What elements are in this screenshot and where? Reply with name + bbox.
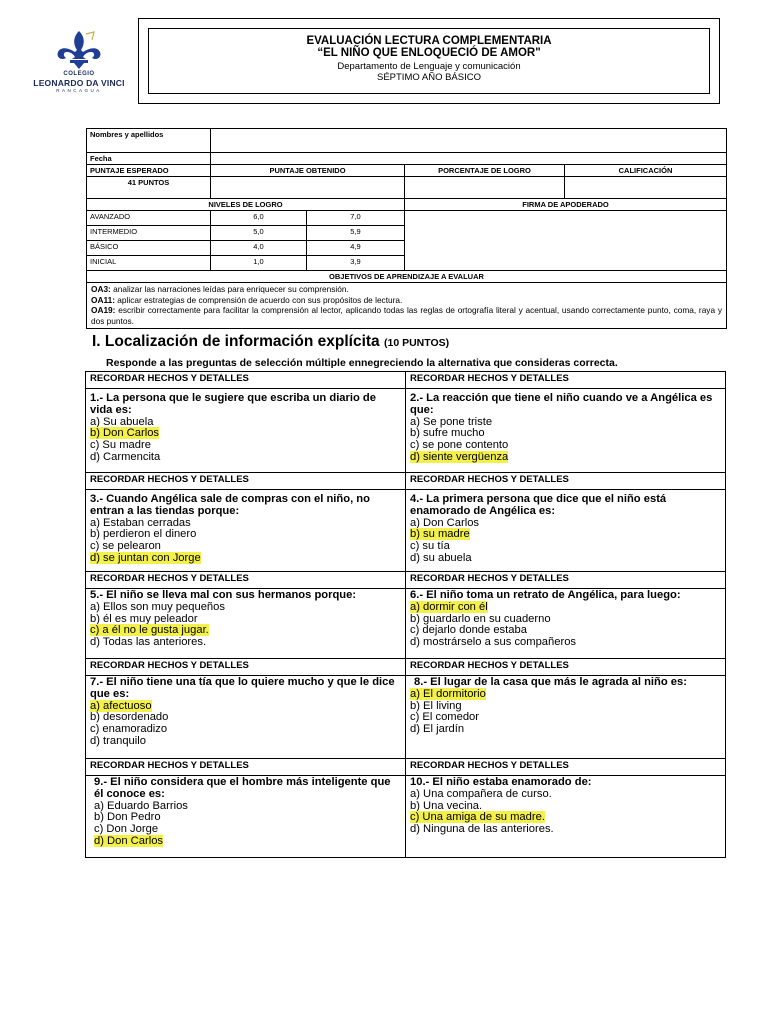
objective-code: OA19: bbox=[91, 305, 116, 315]
question-cell bbox=[406, 776, 726, 858]
option[interactable]: c) enamoradizo bbox=[90, 723, 168, 736]
question-text: 10.- El niño estaba enamorado de: bbox=[410, 776, 592, 788]
section-title bbox=[92, 333, 449, 351]
option[interactable]: c) Su madre bbox=[90, 439, 151, 452]
level-name: INTERMEDIO bbox=[87, 226, 211, 241]
date-label: Fecha bbox=[87, 153, 211, 165]
objective-item bbox=[91, 305, 722, 326]
signature-label: FIRMA DE APODERADO bbox=[405, 199, 727, 211]
question-cell bbox=[86, 389, 406, 473]
section-title-text: I. Localización de información explícita bbox=[92, 333, 380, 350]
question-cell bbox=[86, 776, 406, 858]
section-points: (10 PUNTOS) bbox=[384, 337, 450, 349]
level-max: 4,9 bbox=[307, 241, 405, 256]
objective-code: OA11: bbox=[91, 294, 115, 305]
option-selected[interactable]: c) Una amiga de su madre. bbox=[410, 811, 545, 824]
question-category: RECORDAR HECHOS Y DETALLES bbox=[406, 372, 726, 389]
option-selected[interactable]: d) Don Carlos bbox=[94, 834, 164, 847]
question-cell bbox=[86, 676, 406, 759]
objectives-list bbox=[87, 283, 727, 329]
option[interactable]: d) su abuela bbox=[410, 551, 472, 564]
objective-code: OA3: bbox=[91, 284, 111, 294]
school-logo bbox=[24, 30, 134, 96]
question-category: RECORDAR HECHOS Y DETALLES bbox=[86, 572, 406, 589]
option-selected[interactable]: b) Don Carlos bbox=[90, 427, 160, 440]
question-cell bbox=[406, 589, 726, 659]
option[interactable]: d) tranquilo bbox=[90, 734, 146, 747]
department: Departamento de Lenguaje y comunicación bbox=[337, 61, 521, 72]
level-name: INICIAL bbox=[87, 256, 211, 271]
option[interactable]: d) El jardín bbox=[410, 723, 465, 736]
question-category: RECORDAR HECHOS Y DETALLES bbox=[406, 572, 726, 589]
level-name: BÁSICO bbox=[87, 241, 211, 256]
level-name: AVANZADO bbox=[87, 211, 211, 226]
objective-item bbox=[91, 295, 722, 306]
option[interactable]: a) Don Carlos bbox=[410, 516, 480, 529]
option[interactable]: b) El living bbox=[410, 699, 462, 712]
question-category: RECORDAR HECHOS Y DETALLES bbox=[86, 759, 406, 776]
exam-title: EVALUACIÓN LECTURA COMPLEMENTARIA bbox=[306, 35, 552, 47]
option-selected[interactable]: a) El dormitorio bbox=[410, 687, 486, 700]
signature-field[interactable] bbox=[405, 211, 727, 271]
option[interactable]: a) Estaban cerradas bbox=[90, 516, 191, 529]
grade-level: SÉPTIMO AÑO BÁSICO bbox=[377, 72, 481, 83]
option[interactable]: b) desordenado bbox=[90, 711, 169, 724]
option[interactable]: c) Don Jorge bbox=[94, 823, 159, 836]
questions-table bbox=[85, 371, 726, 858]
level-min: 6,0 bbox=[211, 211, 307, 226]
grade-label: CALIFICACIÓN bbox=[565, 165, 727, 177]
level-max: 5,9 bbox=[307, 226, 405, 241]
names-field[interactable] bbox=[211, 129, 727, 153]
option[interactable]: b) perdieron el dinero bbox=[90, 528, 197, 541]
option[interactable]: a) Su abuela bbox=[90, 415, 154, 428]
option[interactable]: a) Ellos son muy pequeños bbox=[90, 600, 225, 613]
names-label: Nombres y apellidos bbox=[87, 129, 211, 153]
question-cell bbox=[406, 676, 726, 759]
objective-text: escribir correctamente para facilitar la comprensión al lector, aplicando todas las reglas de ortografía literal y acentual, usando correctamente punto, coma, raya y dos puntos. bbox=[91, 305, 722, 326]
option[interactable]: c) dejarlo donde estaba bbox=[410, 624, 527, 637]
objectives-label: OBJETIVOS DE APRENDIZAJE A EVALUAR bbox=[87, 271, 727, 283]
section-instruction: Responde a las preguntas de selección múltiple ennegreciendo la alternativa que consideras correcta. bbox=[106, 357, 618, 369]
logo-line-2: LEONARDO DA VINCI bbox=[33, 78, 125, 88]
question-category: RECORDAR HECHOS Y DETALLES bbox=[86, 372, 406, 389]
fleur-de-lis-icon bbox=[54, 30, 104, 70]
question-text: 5.- El niño se lleva mal con sus hermanos porque: bbox=[90, 589, 357, 601]
logo-line-3: RANCAGUA bbox=[56, 88, 102, 93]
obtained-score-label: PUNTAJE OBTENIDO bbox=[211, 165, 405, 177]
levels-label: NIVELES DE LOGRO bbox=[87, 199, 405, 211]
question-category: RECORDAR HECHOS Y DETALLES bbox=[86, 659, 406, 676]
expected-score-label: PUNTAJE ESPERADO bbox=[87, 165, 211, 177]
option[interactable]: a) Una compañera de curso. bbox=[410, 787, 552, 800]
option[interactable]: b) él es muy peleador bbox=[90, 612, 198, 625]
option[interactable]: d) Todas las anteriores. bbox=[90, 636, 207, 649]
option[interactable]: b) sufre mucho bbox=[410, 427, 485, 440]
option[interactable]: a) Se pone triste bbox=[410, 415, 493, 428]
question-cell bbox=[86, 589, 406, 659]
question-cell bbox=[406, 389, 726, 473]
exam-header-inner bbox=[148, 28, 710, 94]
option-selected[interactable]: a) dormir con él bbox=[410, 600, 488, 613]
date-field[interactable] bbox=[211, 153, 727, 165]
option[interactable]: d) Ninguna de las anteriores. bbox=[410, 823, 554, 836]
question-text: 1.- La persona que le sugiere que escriba un diario de vida es: bbox=[90, 392, 376, 416]
question-category: RECORDAR HECHOS Y DETALLES bbox=[406, 659, 726, 676]
expected-score-value: 41 PUNTOS bbox=[87, 177, 211, 199]
obtained-score-field[interactable] bbox=[211, 177, 405, 199]
option[interactable]: d) mostrárselo a sus compañeros bbox=[410, 636, 577, 649]
level-min: 4,0 bbox=[211, 241, 307, 256]
exam-subtitle: “EL NIÑO QUE ENLOQUECIÓ DE AMOR" bbox=[317, 47, 541, 59]
question-category: RECORDAR HECHOS Y DETALLES bbox=[406, 473, 726, 490]
level-min: 5,0 bbox=[211, 226, 307, 241]
question-category: RECORDAR HECHOS Y DETALLES bbox=[406, 759, 726, 776]
question-category: RECORDAR HECHOS Y DETALLES bbox=[86, 473, 406, 490]
option[interactable]: c) El comedor bbox=[410, 711, 480, 724]
logo-line-1: COLEGIO bbox=[63, 71, 95, 77]
objective-text: aplicar estrategias de comprensión de acuerdo con sus propósitos de lectura. bbox=[114, 294, 403, 305]
question-cell bbox=[406, 490, 726, 572]
option-selected[interactable]: c) a él no le gusta jugar. bbox=[90, 624, 209, 637]
option[interactable]: d) Carmencita bbox=[90, 450, 161, 463]
option[interactable]: b) Don Pedro bbox=[94, 811, 161, 824]
option[interactable]: b) guardarlo en su cuaderno bbox=[410, 612, 551, 625]
option-selected[interactable]: b) su madre bbox=[410, 528, 470, 541]
level-max: 7,0 bbox=[307, 211, 405, 226]
question-text: 4.- La primera persona que dice que el niño está enamorado de Angélica es: bbox=[410, 493, 667, 517]
student-info-table bbox=[86, 128, 727, 329]
exam-header bbox=[138, 18, 720, 104]
grade-field[interactable] bbox=[565, 177, 727, 199]
percent-label: PORCENTAJE DE LOGRO bbox=[405, 165, 565, 177]
level-min: 1,0 bbox=[211, 256, 307, 271]
percent-field[interactable] bbox=[405, 177, 565, 199]
question-text: 2.- La reacción que tiene el niño cuando ve a Angélica es que: bbox=[410, 392, 713, 416]
objective-item bbox=[91, 284, 722, 295]
question-text: 7.- El niño tiene una tía que lo quiere mucho y que le dice que es: bbox=[90, 676, 395, 700]
level-max: 3,9 bbox=[307, 256, 405, 271]
question-text: 3.- Cuando Angélica sale de compras con el niño, no entran a las tiendas porque: bbox=[90, 493, 370, 517]
option-selected[interactable]: d) siente vergüenza bbox=[410, 450, 509, 463]
question-text: 9.- El niño considera que el hombre más inteligente que él conoce es: bbox=[94, 776, 391, 800]
option[interactable]: c) su tía bbox=[410, 540, 450, 553]
option[interactable]: c) se pone contento bbox=[410, 439, 509, 452]
option-selected[interactable]: a) afectuoso bbox=[90, 699, 152, 712]
objective-text: analizar las narraciones leídas para enriquecer su comprensión. bbox=[110, 284, 349, 294]
option-selected[interactable]: d) se juntan con Jorge bbox=[90, 551, 201, 564]
question-text: 8.- El lugar de la casa que más le agrada al niño es: bbox=[414, 676, 687, 688]
question-text: 6.- El niño toma un retrato de Angélica, para luego: bbox=[410, 589, 681, 601]
option[interactable]: b) Una vecina. bbox=[410, 799, 483, 812]
option[interactable]: c) se pelearon bbox=[90, 540, 161, 553]
question-cell bbox=[86, 490, 406, 572]
option[interactable]: a) Eduardo Barrios bbox=[94, 799, 188, 812]
